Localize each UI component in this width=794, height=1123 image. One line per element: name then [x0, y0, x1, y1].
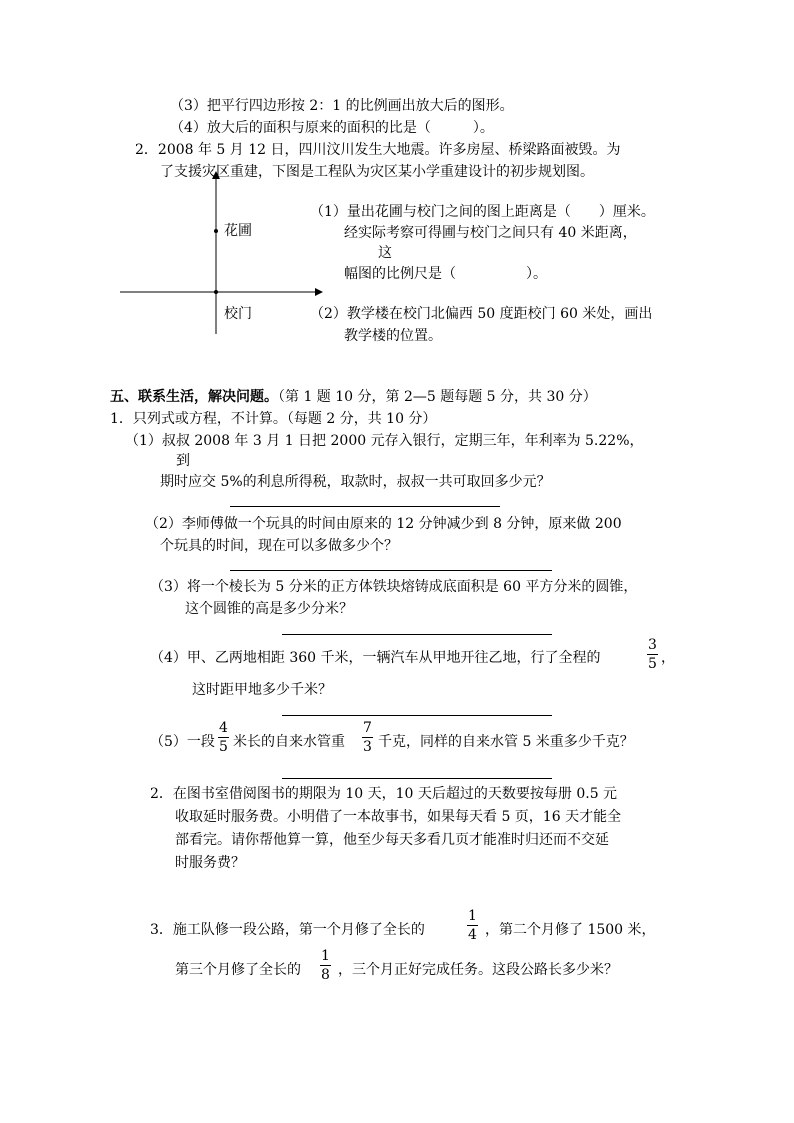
fraction-3-5 — [647, 637, 658, 672]
p5-q3-line2-pre: 第三个月修了全长的 — [175, 962, 301, 978]
fraction-bar — [218, 737, 229, 738]
p5-q2-line3: 部看完。请你帮他算一算，他至少每天多看几页才能准时归还而不交延 — [175, 832, 609, 848]
p5-s1-line1: （1）叔叔 2008 年 3 月 1 日把 2000 元存入银行，定期三年，年利率为 5.22%， — [125, 433, 644, 449]
answer-line-2 — [230, 570, 552, 571]
p5-s2-line2: 个玩具的时间，现在可以多做多少个？ — [160, 538, 398, 554]
p5-s5-mid: 米长的自来水管重 — [233, 734, 345, 750]
fraction-denominator: 5 — [648, 656, 657, 672]
fraction-1-4 — [467, 908, 478, 943]
q2-sub2-line1: （2）教学楼在校门北偏西 50 度距校门 60 米处，画出 — [310, 306, 653, 322]
fraction-7-3 — [362, 720, 373, 755]
p5-q3-line1-pre: 3．施工队修一段公路，第一个月修了全长的 — [150, 922, 425, 938]
answer-line-3 — [282, 634, 552, 635]
fraction-4-5 — [218, 720, 229, 755]
q1-sub3-text: （3）把平行四边形按 2：1 的比例画出放大后的图形。 — [170, 98, 514, 114]
answer-line-1 — [230, 506, 500, 507]
section5-title: 五、联系生活，解决问题。 — [110, 389, 278, 405]
fraction-denominator: 4 — [468, 927, 477, 943]
fraction-bar — [467, 925, 478, 926]
p5-s1-line2: 到 — [176, 453, 190, 469]
q1-sub4-text: （4）放大后的面积与原来的面积的比是（ ）。 — [170, 120, 494, 136]
p5-s5-pre: （5）一段 — [150, 734, 215, 750]
p5-s4-line1: （4）甲、乙两地相距 360 千米，一辆汽车从甲地开往乙地，行了全程的 — [150, 650, 601, 666]
fraction-bar — [647, 654, 658, 655]
p5-s4-line2: 这时距甲地多少千米？ — [192, 682, 332, 698]
p5-q3-line1-post: ，第二个月修了 1500 米， — [485, 922, 656, 938]
fraction-numerator: 7 — [363, 720, 372, 736]
q2-sub2-line2: 教学楼的位置。 — [344, 328, 442, 344]
p5-s1-line3: 期时应交 5%的利息所得税，取款时，叔叔一共可取回多少元？ — [160, 474, 551, 490]
fraction-bar — [320, 965, 331, 966]
p5-q1-title: 1．只列式或方程，不计算。（每题 2 分，共 10 分） — [110, 411, 437, 427]
p5-s4-comma: ， — [661, 650, 675, 666]
q2-sub1-line1: （1）量出花圃与校门之间的图上距离是（ ）厘米。 — [310, 204, 655, 220]
q2-sub1-line3: 这 — [378, 245, 392, 261]
garden-label: 花圃 — [224, 223, 252, 239]
q2-line2: 了支援灾区重建，下图是工程队为灾区某小学重建设计的初步规划图。 — [160, 164, 594, 180]
fraction-1-8 — [320, 948, 331, 983]
p5-q2-line4: 时服务费？ — [175, 855, 245, 871]
gate-label: 校门 — [224, 306, 252, 322]
q2-line1: 2．2008 年 5 月 12 日，四川汶川发生大地震。许多房屋、桥梁路面被毁。为 — [135, 142, 621, 158]
p5-s2-line1: （2）李师傅做一个玩具的时间由原来的 12 分钟减少到 8 分钟，原来做 200 — [145, 516, 622, 532]
q2-sub1-line2: 经实际考察可得圃与校门之间只有 40 米距离， — [344, 225, 637, 241]
garden-point — [214, 229, 218, 233]
fraction-denominator: 8 — [321, 967, 330, 983]
p5-s3-line2: 这个圆锥的高是多少分米？ — [185, 601, 353, 617]
fraction-numerator: 1 — [321, 948, 330, 964]
fraction-numerator: 4 — [219, 720, 228, 736]
fraction-denominator: 3 — [363, 739, 372, 755]
p5-s3-line1: （3）将一个棱长为 5 分米的正方体铁块熔铸成底面积是 60 平方分米的圆锥， — [150, 579, 638, 595]
answer-line-5 — [282, 778, 552, 779]
section5-score-note: （第 1 题 10 分，第 2—5 题每题 5 分，共 30 分） — [278, 389, 597, 405]
fraction-bar — [362, 737, 373, 738]
p5-q2-line2: 收取延时服务费。小明借了一本故事书，如果每天看 5 页，16 天才能全 — [175, 809, 622, 825]
section5-heading — [110, 388, 597, 406]
p5-q3-line2-post: ，三个月正好完成任务。这段公路长多少米？ — [338, 962, 618, 978]
gate-point — [214, 290, 218, 294]
fraction-denominator: 5 — [219, 739, 228, 755]
p5-s5-post: 千克，同样的自来水管 5 米重多少千克？ — [378, 734, 634, 750]
answer-line-4 — [282, 715, 552, 716]
p5-q2-line1: 2．在图书室借阅图书的期限为 10 天，10 天后超过的天数要按每册 0.5 元 — [150, 786, 618, 802]
fraction-numerator: 1 — [468, 908, 477, 924]
fraction-numerator: 3 — [648, 637, 657, 653]
q2-sub1-line4: 幅图的比例尺是（ ）。 — [344, 266, 547, 282]
